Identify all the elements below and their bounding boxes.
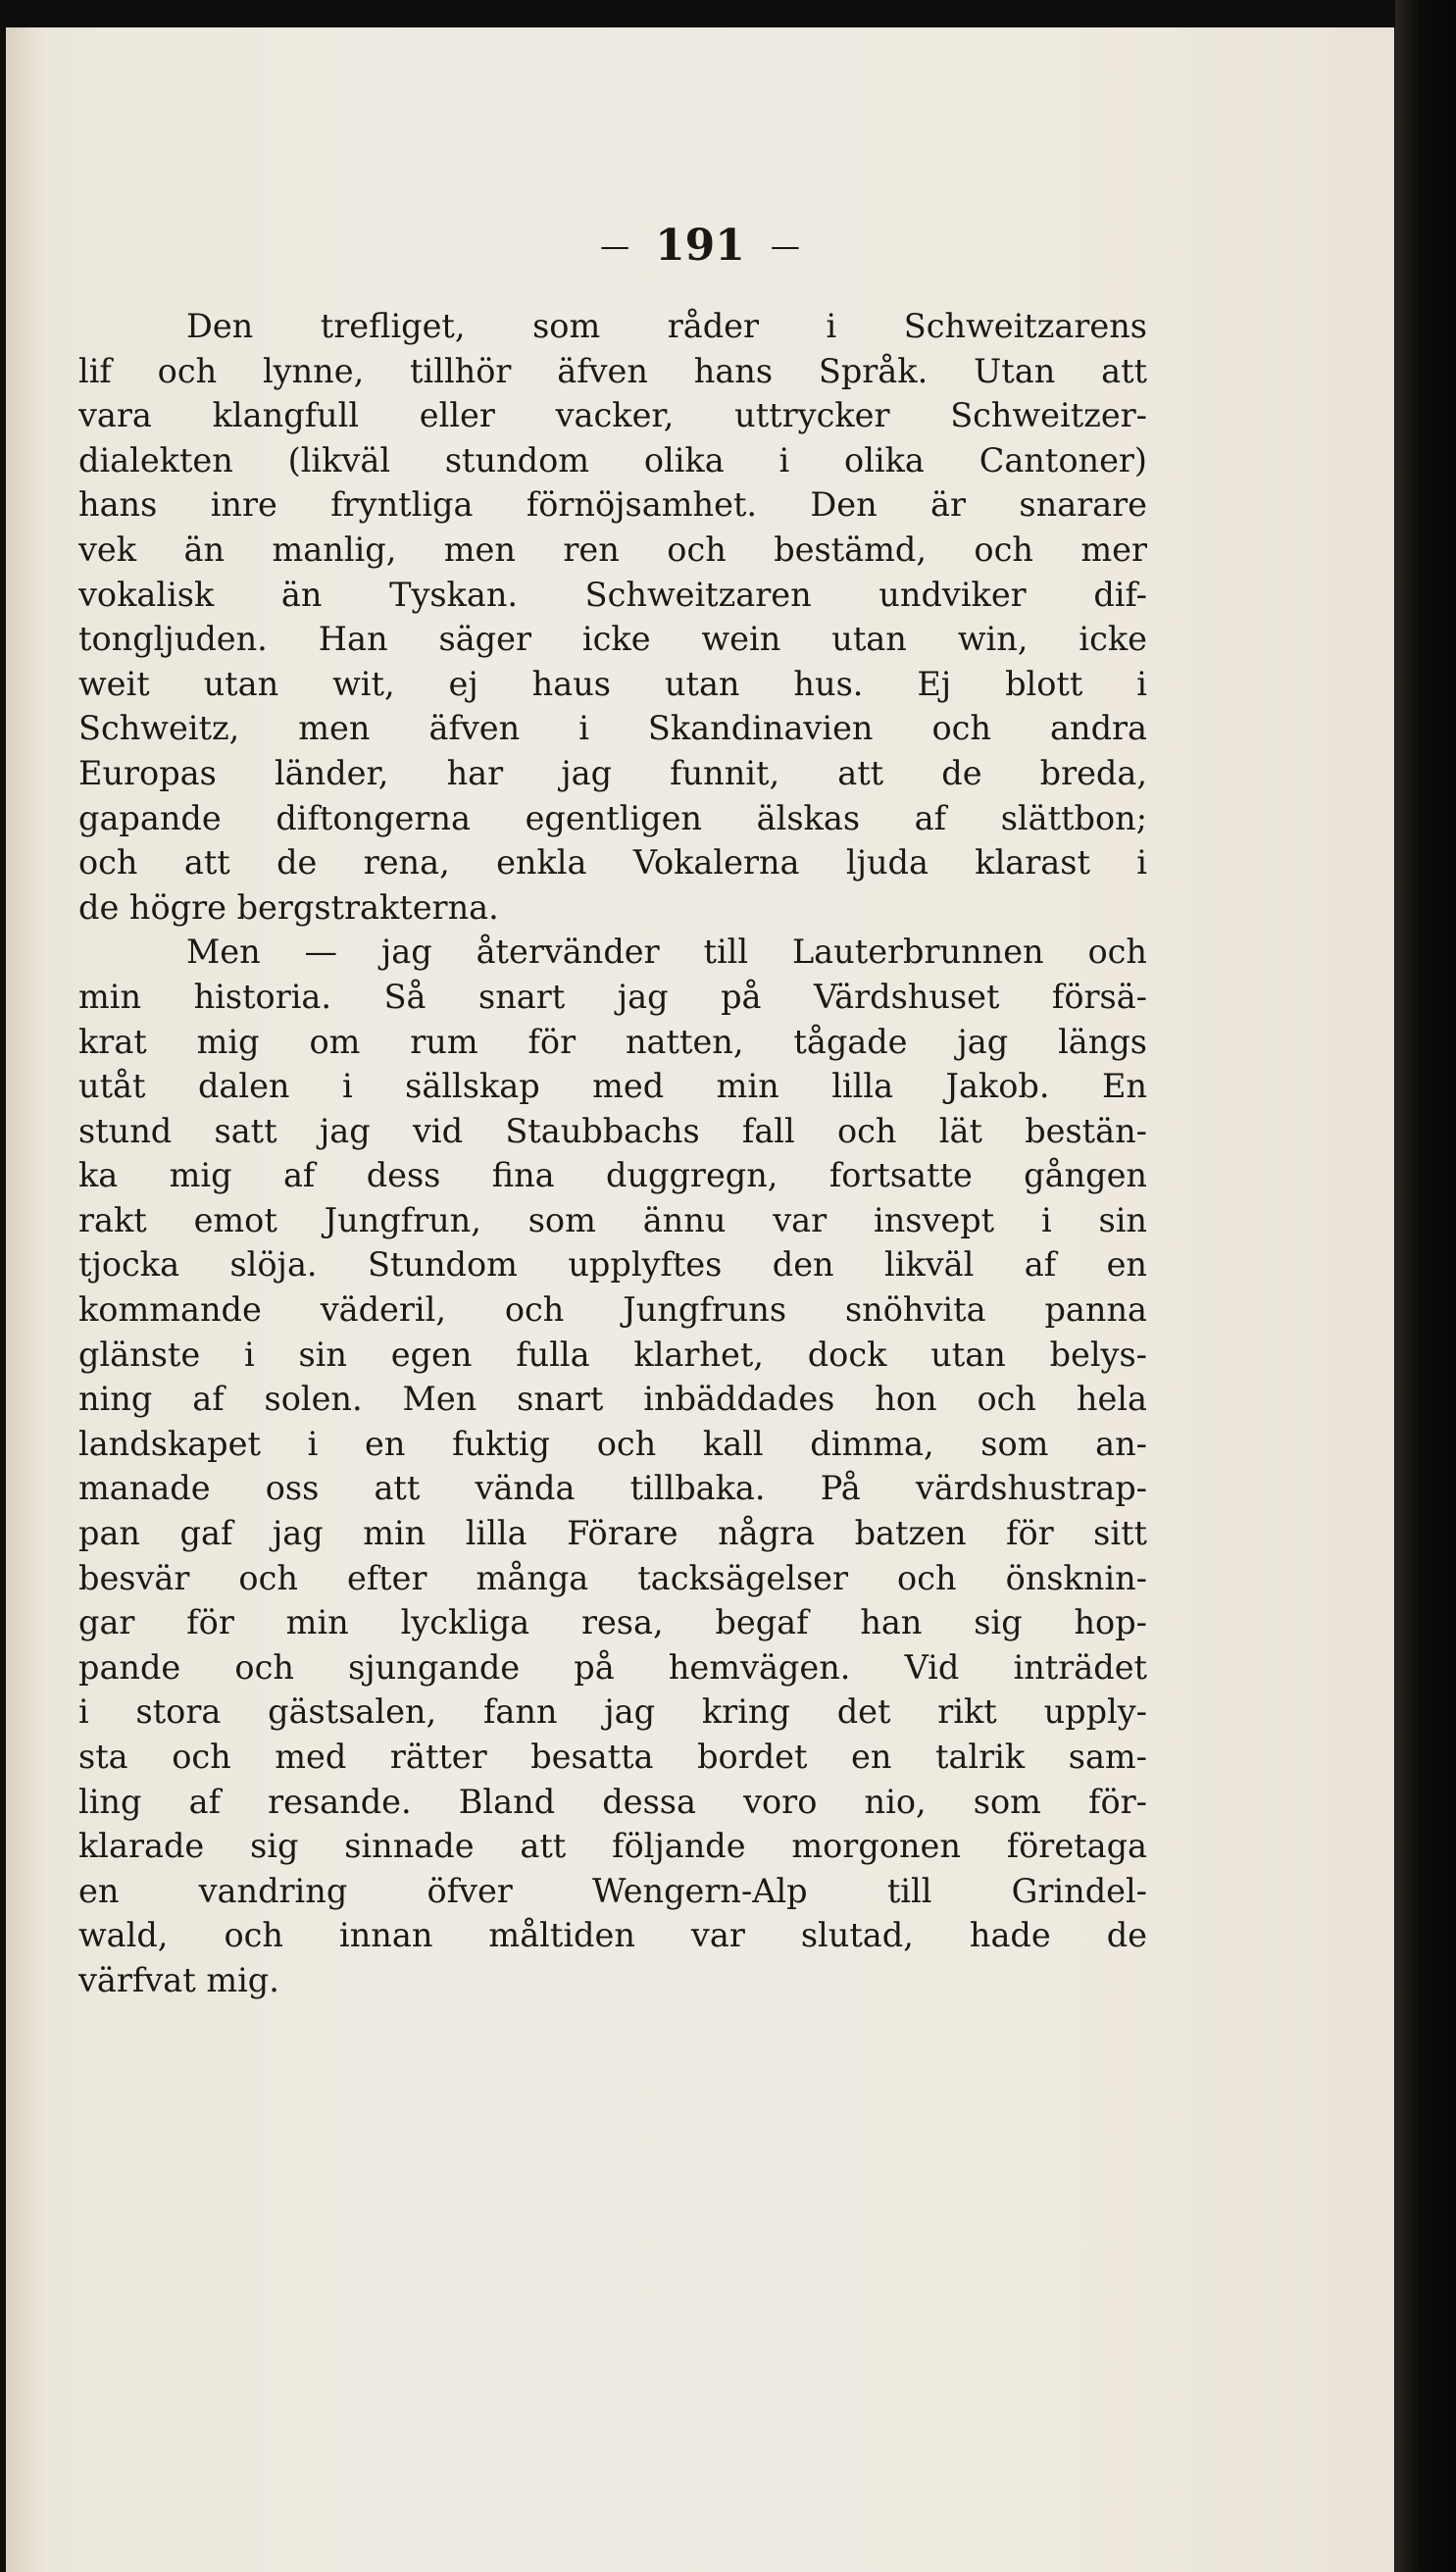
text-line: Europas länder, har jag funnit, att de breda, bbox=[78, 753, 1147, 792]
text-line: dialekten (likväl stundom olika i olika Cantoner) bbox=[78, 440, 1147, 479]
text-line: wald, och innan måltiden var slutad, hade de bbox=[78, 1916, 1147, 1955]
text-line: sta och med rätter besatta bordet en talrik sam- bbox=[78, 1738, 1147, 1776]
text-line: vokalisk än Tyskan. Schweitzaren undviker dif- bbox=[78, 575, 1147, 614]
text-line: tjocka slöja. Stundom upplyftes den likväl af en bbox=[78, 1245, 1147, 1285]
text-line: och att de rena, enkla Vokalerna ljuda klarast i bbox=[78, 843, 1147, 883]
text-line: hans inre fryntliga förnöjsamhet. Den är snarare bbox=[78, 485, 1147, 525]
text-line: kommande väderil, och Jungfruns snöhvita panna bbox=[78, 1290, 1147, 1330]
header-dash-left: — bbox=[600, 229, 630, 264]
text-line: ning af solen. Men snart inbäddades hon och hela bbox=[78, 1380, 1147, 1419]
text-line: värfvat mig. bbox=[78, 1960, 279, 1999]
text-line: glänste i sin egen fulla klarhet, dock utan belys- bbox=[78, 1335, 1147, 1374]
text-line: min historia. Så snart jag på Värdshuset försä- bbox=[78, 977, 1147, 1016]
text-line: en vandring öfver Wengern-Alp till Grindel- bbox=[78, 1871, 1147, 1910]
text-line: Men — jag återvänder till Lauterbrunnen och bbox=[186, 933, 1147, 972]
text-line: de högre bergstrakterna. bbox=[78, 887, 499, 927]
text-line: stund satt jag vid Staubbachs fall och lät bestän- bbox=[78, 1111, 1147, 1150]
text-line: besvär och efter många tacksägelser och önsknin- bbox=[78, 1558, 1147, 1597]
text-line: pan gaf jag min lilla Förare några batzen för sitt bbox=[78, 1514, 1147, 1553]
text-line: i stora gästsalen, fann jag kring det rikt upply- bbox=[78, 1692, 1147, 1732]
text-line: landskapet i en fuktig och kall dimma, som an- bbox=[78, 1424, 1147, 1463]
text-line: Den trefliget, som råder i Schweitzarens bbox=[186, 307, 1147, 345]
text-line: vek än manlig, men ren och bestämd, och mer bbox=[78, 530, 1147, 569]
page-header bbox=[6, 212, 1394, 280]
text-line: vara klangfull eller vacker, uttrycker Schweitzer- bbox=[78, 396, 1147, 435]
text-line: utåt dalen i sällskap med min lilla Jakob. En bbox=[78, 1067, 1147, 1106]
text-line: tongljuden. Han säger icke wein utan win, icke bbox=[78, 620, 1147, 659]
text-line: klarade sig sinnade att följande morgonen företaga bbox=[78, 1827, 1147, 1866]
text-line: krat mig om rum för natten, tågade jag längs bbox=[78, 1022, 1147, 1061]
text-line: gapande diftongerna egentligen älskas af slättbon; bbox=[78, 798, 1147, 837]
body-text bbox=[78, 304, 1147, 2003]
text-line: lif och lynne, tillhör äfven hans Språk. Utan att bbox=[78, 351, 1147, 390]
book-gutter-shadow bbox=[1395, 0, 1456, 2572]
text-line: manade oss att vända tillbaka. På värdshustrap- bbox=[78, 1469, 1147, 1508]
text-line: gar för min lyckliga resa, begaf han sig hop- bbox=[78, 1603, 1147, 1642]
header-dash-right: — bbox=[770, 229, 800, 264]
book-page bbox=[6, 27, 1394, 2572]
text-line: weit utan wit, ej haus utan hus. Ej blott i bbox=[78, 664, 1147, 703]
page-number: 191 bbox=[655, 221, 745, 271]
text-line: pande och sjungande på hemvägen. Vid inträdet bbox=[78, 1647, 1147, 1687]
text-line: ling af resande. Bland dessa voro nio, som för- bbox=[78, 1782, 1147, 1821]
text-line: rakt emot Jungfrun, som ännu var insvept i sin bbox=[78, 1200, 1147, 1239]
text-line: ka mig af dess fina duggregn, fortsatte gången bbox=[78, 1156, 1147, 1195]
text-line: Schweitz, men äfven i Skandinavien och andra bbox=[78, 709, 1147, 748]
